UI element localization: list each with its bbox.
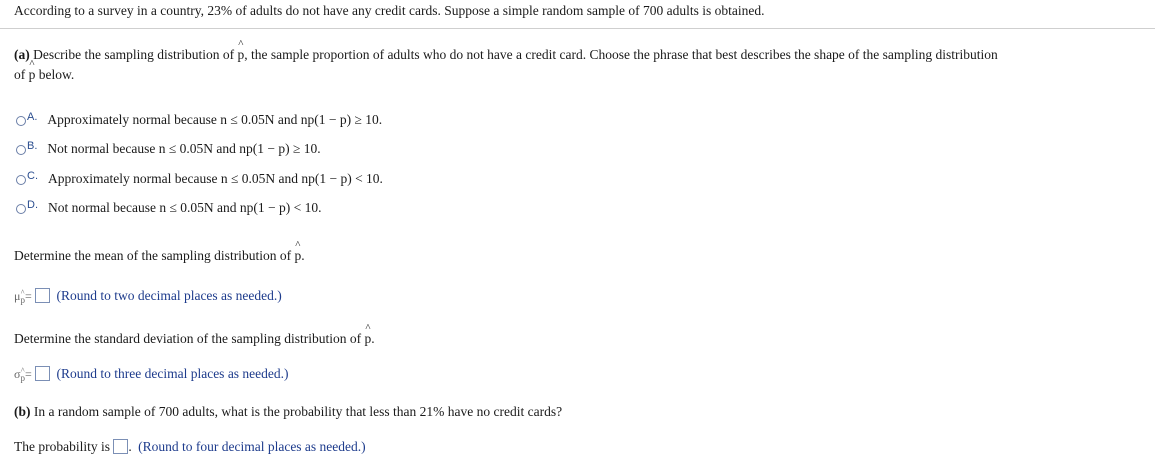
radio-button[interactable] — [16, 204, 26, 214]
mean-hint: (Round to two decimal places as needed.) — [56, 288, 282, 303]
part-b-question: (b) In a random sample of 700 adults, what is the probability that less than 21% have no credit cards? — [14, 404, 563, 419]
mean-answer-input[interactable] — [35, 288, 50, 303]
intro-text: According to a survey in a country, 23% of adults do not have any credit cards. Suppose a simple random sample of 700 adults is obtained. — [14, 3, 765, 18]
part-a-question-cont: of ^ p below. — [14, 67, 74, 83]
mean-prompt: Determine the mean of the sampling distribution of ^ p. — [14, 248, 305, 264]
option-c[interactable]: C. Approximately normal because n ≤ 0.05N and np(1 − p) < 10. — [16, 171, 383, 187]
part-b-answer-row: The probability is . (Round to four decimal places as needed.) — [14, 439, 366, 454]
probability-answer-input[interactable] — [113, 439, 128, 454]
mean-answer-row — [14, 288, 282, 305]
sigma-p-hat-symbol: σ^ $_p$= — [14, 367, 32, 383]
option-text: Not normal because n ≤ 0.05N and np(1 − p) ≥ 10. — [47, 141, 321, 156]
part-a-label: (a) — [14, 47, 30, 62]
mu-p-hat-symbol: μ^ $_p$= — [14, 289, 32, 305]
sd-answer-row — [14, 366, 289, 383]
sd-answer-input[interactable] — [35, 366, 50, 381]
part-a-question: (a) Describe the sampling distribution of ^ p, the sample proportion of adults who do not have a credit card. Choose the phrase that best describes the shape of the sampling distribution — [14, 47, 998, 63]
p-hat-symbol: ^ p — [294, 248, 301, 264]
radio-button[interactable] — [16, 175, 26, 185]
option-d[interactable]: D. Not normal because n ≤ 0.05N and np(1 − p) < 10. — [16, 200, 321, 216]
option-text: Not normal because n ≤ 0.05N and np(1 − p) < 10. — [48, 200, 322, 215]
option-a[interactable]: A. Approximately normal because n ≤ 0.05N and np(1 − p) ≥ 10. — [16, 112, 382, 128]
sd-prompt: Determine the standard deviation of the sampling distribution of ^ p. — [14, 331, 375, 347]
sd-hint: (Round to three decimal places as needed.) — [56, 366, 289, 381]
probability-hint: (Round to four decimal places as needed.) — [138, 439, 366, 454]
p-hat-symbol: ^ p — [237, 47, 244, 63]
option-b[interactable]: B. Not normal because n ≤ 0.05N and np(1 − p) ≥ 10. — [16, 141, 321, 157]
option-text: Approximately normal because n ≤ 0.05N and np(1 − p) ≥ 10. — [47, 112, 383, 127]
divider — [0, 28, 1155, 29]
radio-button[interactable] — [16, 116, 26, 126]
part-b-label: (b) — [14, 404, 31, 419]
option-text: Approximately normal because n ≤ 0.05N and np(1 − p) < 10. — [48, 171, 383, 186]
p-hat-symbol: ^ p — [365, 331, 372, 347]
radio-button[interactable] — [16, 145, 26, 155]
p-hat-symbol: ^ p — [29, 67, 36, 83]
